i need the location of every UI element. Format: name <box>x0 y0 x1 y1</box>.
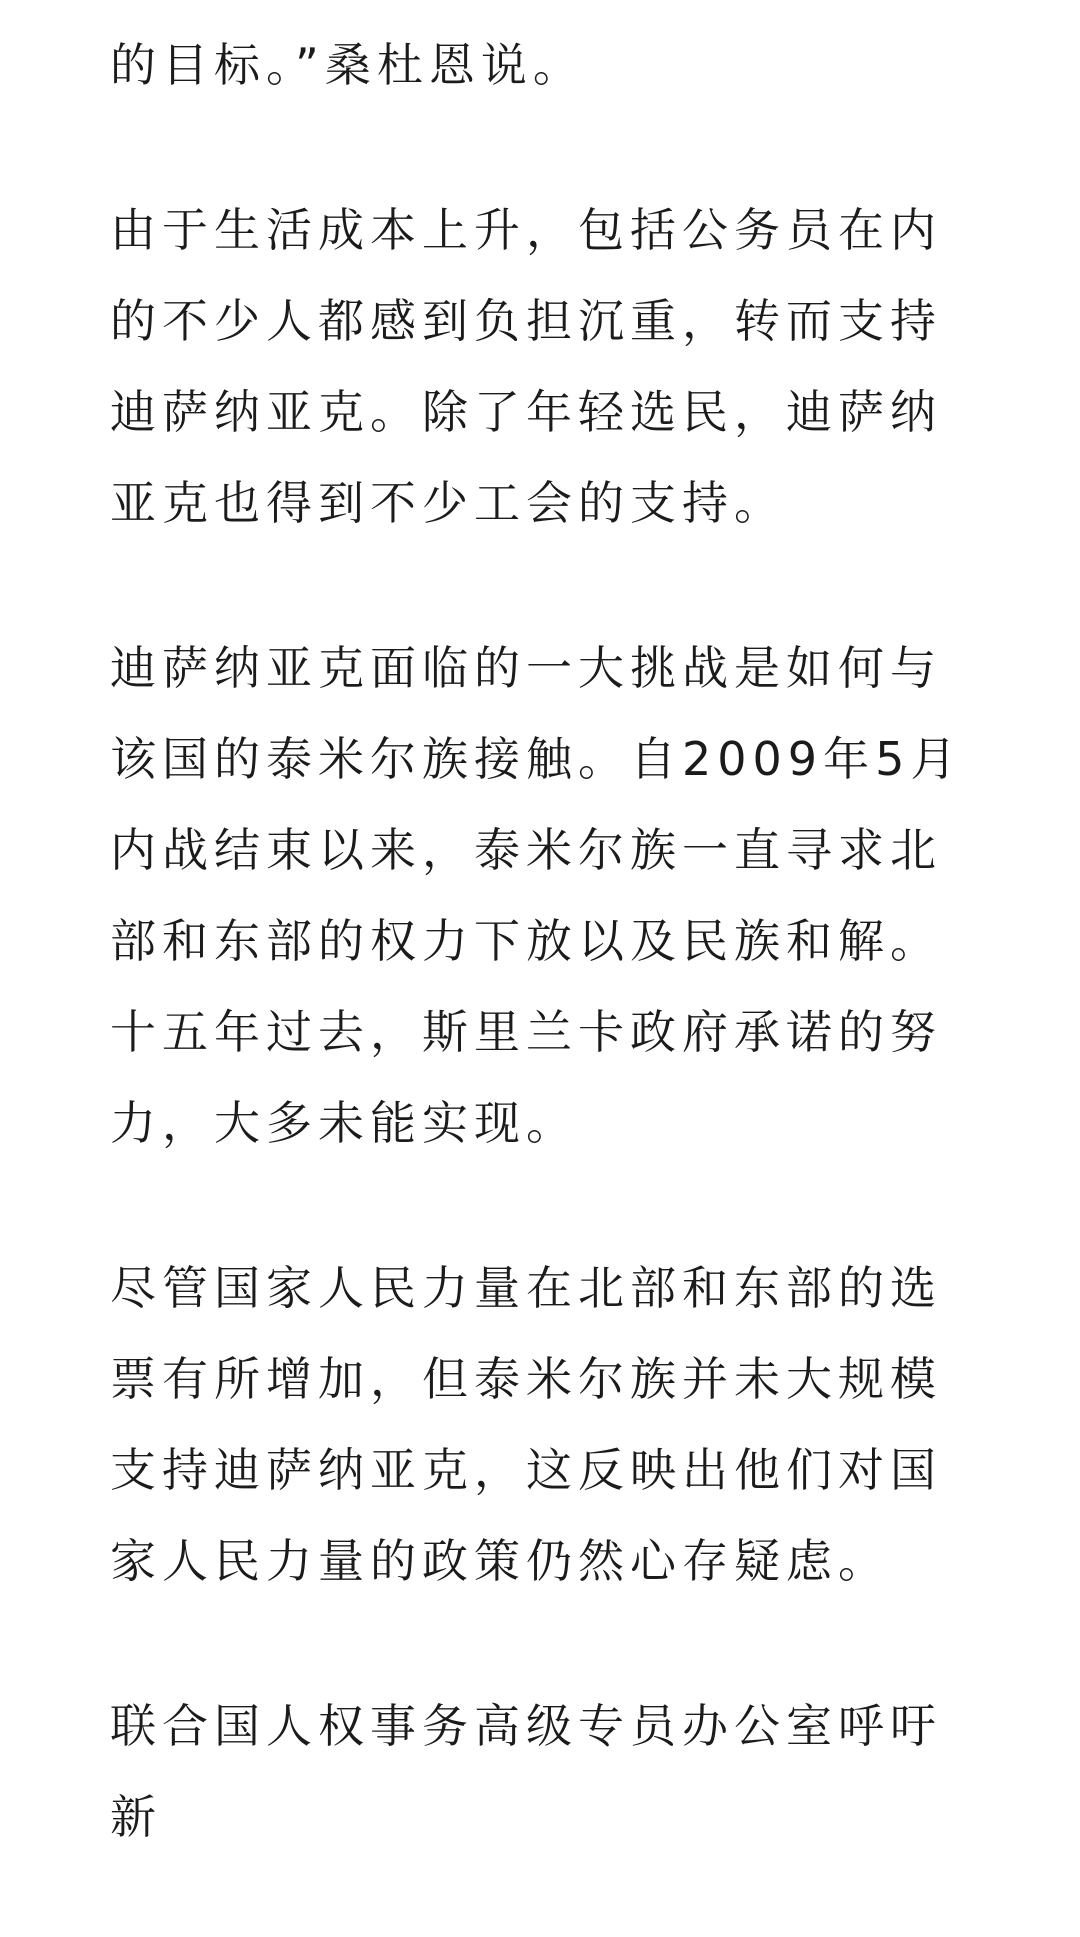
paragraph: 迪萨纳亚克面临的一大挑战是如何与该国的泰米尔族接触。自2009年5月内战结束以来，泰米尔族一直寻求北部和东部的权力下放以及民族和解。十五年过去，斯里兰卡政府承诺的努力，大多未能实现。 <box>110 641 963 1150</box>
paragraph: 由于生活成本上升，包括公务员在内的不少人都感到负担沉重，转而支持迪萨纳亚克。除了年轻选民，迪萨纳亚克也得到不少工会的支持。 <box>110 203 942 530</box>
article-body <box>110 20 974 1937</box>
paragraph: 联合国人权事务高级专员办公室呼吁新 <box>110 1699 942 1844</box>
paragraph: 的目标。”桑杜恩说。 <box>110 38 585 92</box>
paragraph: 尽管国家人民力量在北部和东部的选票有所增加，但泰米尔族并未大规模支持迪萨纳亚克，这反映出他们对国家人民力量的政策仍然心存疑虑。 <box>110 1261 942 1588</box>
